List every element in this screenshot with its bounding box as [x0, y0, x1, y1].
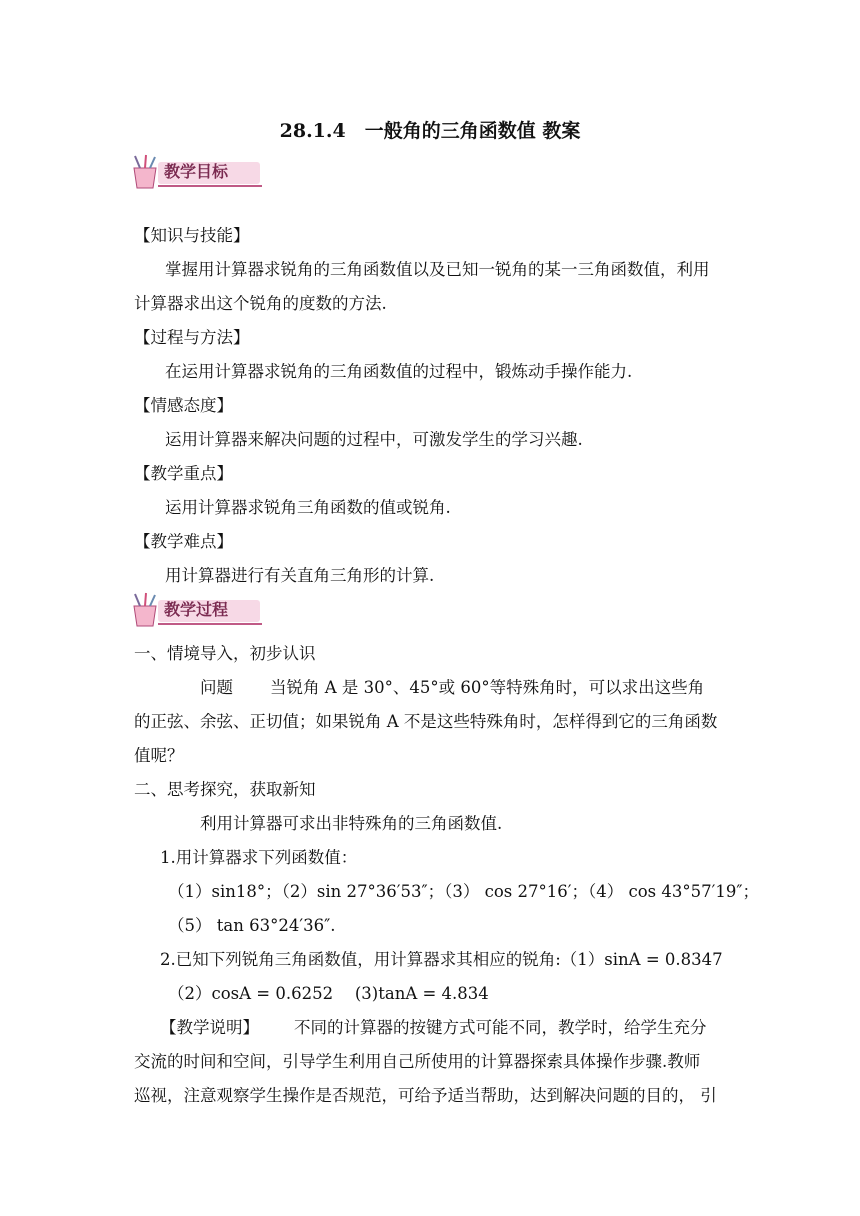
paragraph: 值呢？ [134, 746, 184, 765]
paragraph: 运用计算器求锐角三角函数的值或锐角. [165, 498, 451, 517]
list-item: 2.已知下列锐角三角函数值，用计算器求其相应的锐角:（1）sinA = 0.8347 [160, 950, 723, 969]
list-item: 1.用计算器求下列函数值： [160, 848, 358, 867]
heading-process: 【过程与方法】 [134, 328, 250, 347]
question-label: 问题 [200, 678, 233, 697]
paragraph: 在运用计算器求锐角的三角函数值的过程中，锻炼动手操作能力. [165, 362, 633, 381]
paragraph: 运用计算器来解决问题的过程中，可激发学生的学习兴趣. [165, 430, 583, 449]
banner-label: 教学目标 [164, 162, 229, 181]
note-label: 【教学说明】 [160, 1018, 259, 1037]
banner-label: 教学过程 [164, 600, 229, 619]
section-heading-1: 一、情境导入，初步认识 [134, 644, 316, 663]
paragraph: 利用计算器可求出非特殊角的三角函数值. [200, 814, 503, 833]
formula-line: （5） tan 63°24′36″. [168, 916, 336, 935]
paragraph: 巡视，注意观察学生操作是否规范，可给予适当帮助，达到解决问题的目的， 引 [134, 1086, 717, 1105]
paragraph: 不同的计算器的按键方式可能不同，教学时，给学生充分 [294, 1018, 707, 1037]
heading-attitude: 【情感态度】 [134, 396, 233, 415]
heading-knowledge: 【知识与技能】 [134, 226, 250, 245]
paragraph: 的正弦、余弦、正切值；如果锐角 A 不是这些特殊角时，怎样得到它的三角函数 [134, 712, 718, 731]
paragraph: 用计算器进行有关直角三角形的计算. [165, 566, 435, 585]
paragraph: 交流的时间和空间，引导学生利用自己所使用的计算器探索具体操作步骤.教师 [134, 1052, 701, 1071]
page-title: 28.1.4 一般角的三角函数值 教案 [279, 120, 581, 142]
heading-difficulty: 【教学难点】 [134, 532, 233, 551]
heading-key-point: 【教学重点】 [134, 464, 233, 483]
paragraph: 当锐角 A 是 30°、45°或 60°等特殊角时，可以求出这些角 [270, 678, 705, 697]
paragraph: 掌握用计算器求锐角的三角函数值以及已知一锐角的某一三角函数值，利用 [165, 260, 710, 279]
section-heading-2: 二、思考探究，获取新知 [134, 780, 316, 799]
section-banner-process [126, 592, 264, 630]
formula-line: （2）cosA = 0.6252 (3)tanA = 4.834 [168, 984, 489, 1003]
paragraph: 计算器求出这个锐角的度数的方法. [134, 294, 387, 313]
section-banner-goals [126, 154, 264, 192]
formula-line: （1）sin18°；（2）sin 27°36′53″；（3） cos 27°16′；（4） cos 43°57′19″； [168, 882, 760, 901]
